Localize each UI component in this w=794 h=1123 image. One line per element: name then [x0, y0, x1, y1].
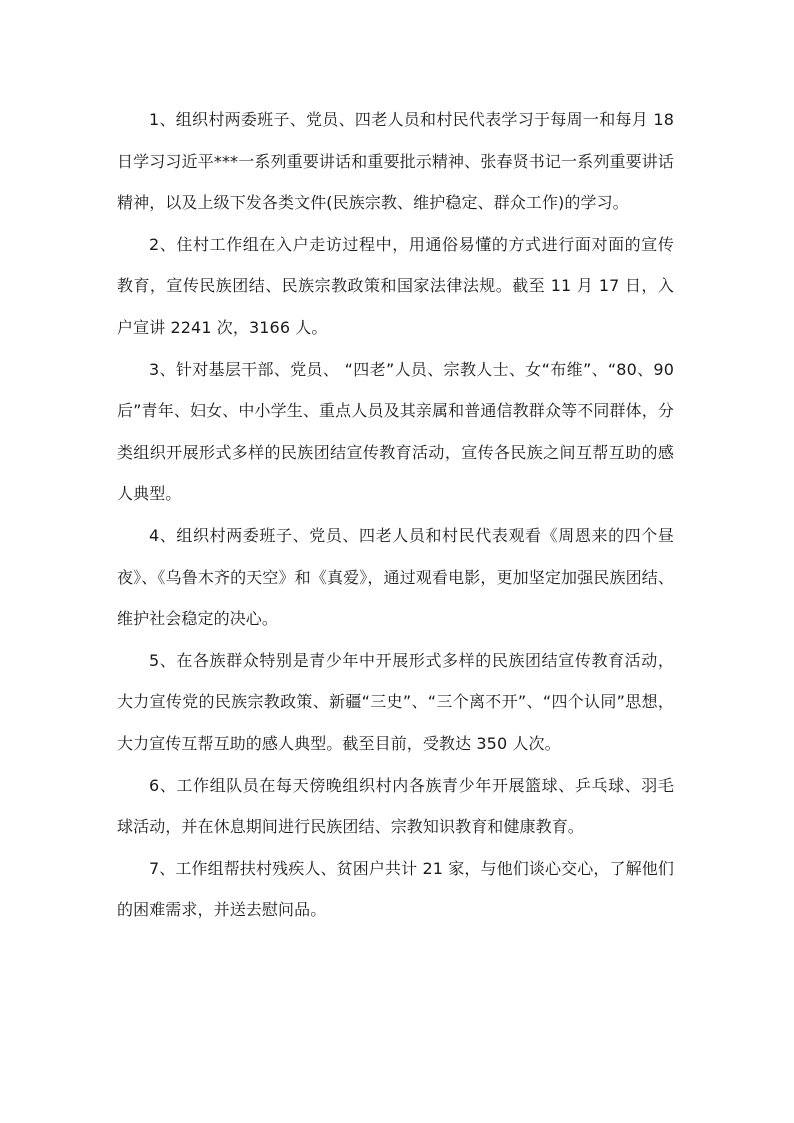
paragraph-2: 2、住村工作组在入户走访过程中，用通俗易懂的方式进行面对面的宣传教育，宣传民族团结、民族宗教政策和国家法律法规。截至 11 月 17 日，入户宣讲 2241 次，3166 人。: [117, 234, 674, 337]
paragraph-7: 7、工作组帮扶村残疾人、贫困户共计 21 家，与他们谈心交心，了解他们的困难需求，并送去慰问品。: [117, 858, 674, 920]
paragraph-1: 1、组织村两委班子、党员、四老人员和村民代表学习于每周一和每月 18 日学习习近平***一系列重要讲话和重要批示精神、张春贤书记一系列重要讲话精神，以及上级下发各类文件(民族宗教、维护稳定、群众工作)的学习。: [117, 110, 674, 213]
paragraph-5: 5、在各族群众特别是青少年中开展形式多样的民族团结宣传教育活动，大力宣传党的民族宗教政策、新疆“三史”、“三个离不开”、“四个认同”思想，大力宣传互帮互助的感人典型。截至目前，受教达 350 人次。: [117, 650, 674, 753]
paragraph-4: 4、组织村两委班子、党员、四老人员和村民代表观看《周恩来的四个昼夜》、《乌鲁木齐的天空》和《真爱》，通过观看电影，更加坚定加强民族团结、维护社会稳定的决心。: [117, 525, 674, 629]
paragraph-3: 3、针对基层干部、党员、 “四老”人员、宗教人士、女“布维”、“80、90 后”青年、妇女、中小学生、重点人员及其亲属和普通信教群众等不同群体，分类组织开展形式多样的民族团结宣传教育活动，宣传各民族之间互帮互助的感人典型。: [117, 359, 674, 504]
paragraph-6: 6、工作组队员在每天傍晚组织村内各族青少年开展篮球、乒乓球、羽毛球活动，并在休息期间进行民族团结、宗教知识教育和健康教育。: [117, 775, 674, 837]
document-body: [117, 99, 674, 931]
